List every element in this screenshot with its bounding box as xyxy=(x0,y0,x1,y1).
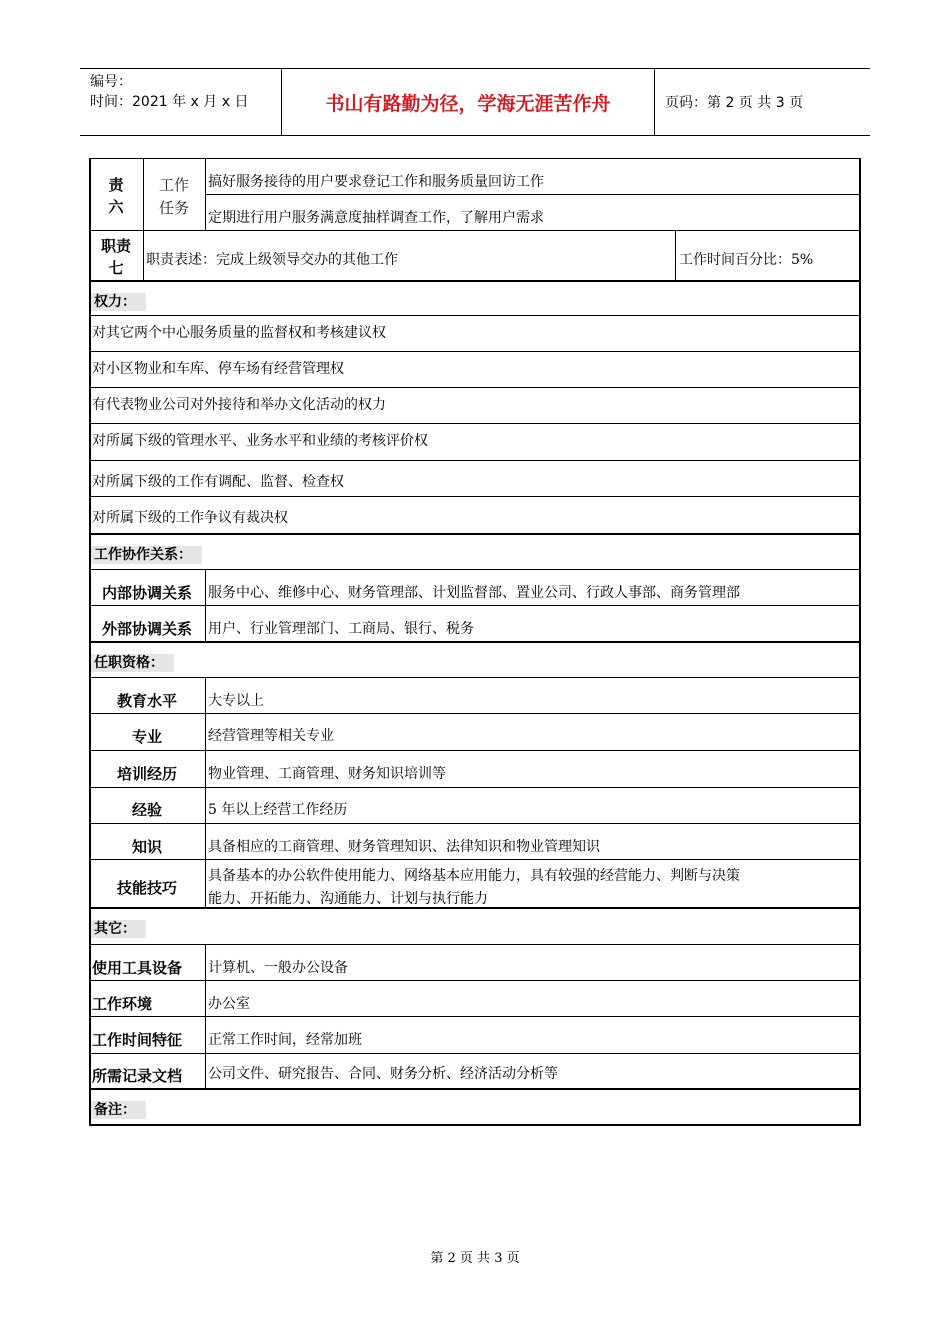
cooperation-value: 用户、行业管理部门、工商局、银行、税务 xyxy=(208,621,474,637)
qualification-value: 物业管理、工商管理、财务知识培训等 xyxy=(208,766,446,782)
qualification-value-line: 能力、开拓能力、沟通能力、计划与执行能力 xyxy=(208,891,488,907)
header-page-info: 页码：第 2 页 共 3 页 xyxy=(665,95,804,111)
remarks-section-title: 备注： xyxy=(91,1101,146,1119)
authority-item: 对其它两个中心服务质量的监督权和考核建议权 xyxy=(92,325,386,341)
authority-item: 对所属下级的管理水平、业务水平和业绩的考核评价权 xyxy=(92,433,428,449)
other-value: 公司文件、研究报告、合同、财务分析、经济活动分析等 xyxy=(208,1066,558,1082)
cooperation-section-title: 工作协作关系： xyxy=(91,546,202,564)
qualification-label: 教育水平 xyxy=(116,692,177,710)
authority-section-title: 权力： xyxy=(91,293,146,311)
serial-label: 编号： xyxy=(90,74,132,90)
authority-item: 有代表物业公司对外接待和举办文化活动的权力 xyxy=(92,397,386,413)
authority-item: 对所属下级的工作争议有裁决权 xyxy=(92,510,288,526)
other-value: 计算机、一般办公设备 xyxy=(208,960,348,976)
other-value: 办公室 xyxy=(208,996,250,1012)
header-motto: 书山有路勤为径，学海无涯苦作舟 xyxy=(282,69,655,135)
duty-seven-label: 职责 七 xyxy=(100,237,131,277)
task-row-2: 定期进行用户服务满意度抽样调查工作，了解用户需求 xyxy=(208,210,544,226)
other-label: 所需记录文档 xyxy=(92,1067,183,1085)
date-label: 时间：2021 年 x 月 x 日 xyxy=(90,94,249,110)
work-task-label: 工作 任务 xyxy=(158,176,189,217)
header-meta xyxy=(80,69,282,135)
document-header xyxy=(80,68,870,136)
qualification-label: 专业 xyxy=(131,728,162,746)
other-section-title: 其它： xyxy=(91,920,146,938)
job-description-table xyxy=(89,158,860,1126)
page-footer: 第 2 页 共 3 页 xyxy=(430,1251,520,1266)
other-label: 工作时间特征 xyxy=(92,1031,183,1049)
authority-item: 对所属下级的工作有调配、监督、检查权 xyxy=(92,474,344,490)
qualification-label: 培训经历 xyxy=(116,765,177,783)
cooperation-label: 外部协调关系 xyxy=(101,620,192,638)
qualification-label: 经验 xyxy=(131,801,162,819)
duty-six-label: 责 六 xyxy=(108,176,124,216)
task-row-1: 搞好服务接待的用户要求登记工作和服务质量回访工作 xyxy=(208,174,544,190)
duty-seven-description: 职责表述：完成上级领导交办的其他工作 xyxy=(146,252,398,268)
qualification-label: 知识 xyxy=(131,838,162,856)
authority-item: 对小区物业和车库、停车场有经营管理权 xyxy=(92,361,344,377)
other-label: 使用工具设备 xyxy=(92,959,183,977)
qualification-value: 大专以上 xyxy=(208,693,264,709)
table-border-bottom xyxy=(89,1124,860,1126)
other-label: 工作环境 xyxy=(92,995,153,1013)
other-value: 正常工作时间，经常加班 xyxy=(208,1032,362,1048)
qualification-value-line: 具备基本的办公软件使用能力、网络基本应用能力，具有较强的经营能力、判断与决策 xyxy=(208,868,740,884)
qualification-value: 经营管理等相关专业 xyxy=(208,728,334,744)
qualification-label: 技能技巧 xyxy=(116,879,177,897)
duty-seven-time-percentage: 工作时间百分比：5% xyxy=(679,252,814,268)
qualification-value: 具备相应的工商管理、财务管理知识、法律知识和物业管理知识 xyxy=(208,839,600,855)
cooperation-label: 内部协调关系 xyxy=(101,584,192,602)
qualifications-section-title: 任职资格： xyxy=(91,654,174,672)
qualification-value: 5 年以上经营工作经历 xyxy=(208,802,348,818)
cooperation-value: 服务中心、维修中心、财务管理部、计划监督部、置业公司、行政人事部、商务管理部 xyxy=(208,585,740,601)
